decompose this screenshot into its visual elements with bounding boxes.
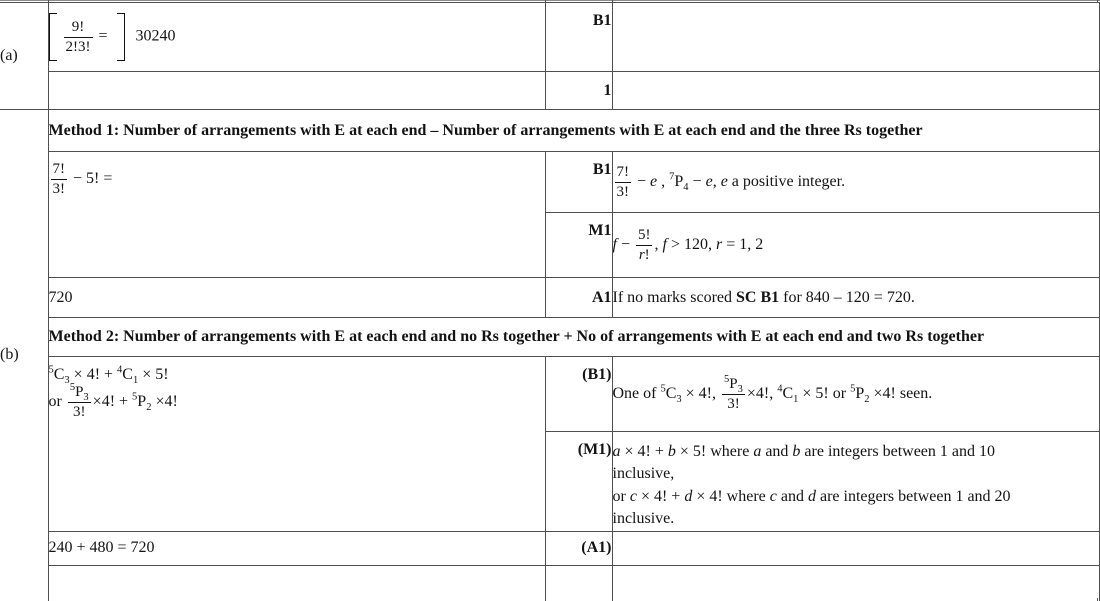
note-b-total-empty	[612, 565, 1099, 601]
italic-variable: c	[769, 487, 777, 505]
superscript: 5	[660, 383, 666, 395]
italic-variable: r	[638, 246, 645, 263]
superscript: 4	[777, 383, 783, 395]
row-b-method2-header	[0, 318, 1099, 357]
row-b-method1-header	[0, 110, 1099, 152]
italic-variable: d	[684, 487, 693, 505]
mark-b-m2-a1: (A1)	[545, 531, 612, 565]
fraction	[68, 384, 91, 421]
italic-variable: a	[753, 443, 762, 460]
numerator: 9!	[64, 19, 93, 38]
mark-b-m1-m1: M1	[545, 213, 612, 278]
method1-header: Method 1: Number of arrangements with E at each end – Number of arrangements with E at each end and the three Rs together	[48, 110, 1099, 152]
subscript: 3	[737, 383, 743, 395]
answer-a-working: $\frac{9!}{2!3!}$ = 30240	[48, 3, 545, 72]
numerator: 7!	[51, 161, 68, 180]
fraction	[51, 161, 68, 198]
italic-variable: e	[650, 172, 658, 190]
denominator: 3!	[727, 395, 740, 412]
answer-b-m2-working: $^5C_3 \times 4$! + $^4C_1 \times 5$! or $\frac{^5P_3}{3!}$ ×4! + $^5P_2 \times 4$!	[48, 357, 545, 532]
mark-b-m2-b1: (B1)	[545, 357, 612, 432]
subscript: 2	[864, 393, 870, 405]
right-square-bracket	[117, 13, 125, 61]
italic-variable: d	[807, 487, 816, 505]
row-b-m1-a1	[0, 278, 1099, 318]
fraction	[636, 227, 653, 264]
bold-text: SC B1	[736, 288, 780, 306]
italic-variable: a	[612, 443, 621, 460]
note-b-m2-b1: One of $^5C_3 \times 4$!, $\frac{^5P_3}{3!}$ ×4!, $^4C_1 \times 5$! or $^5P_2 \times 4$! seen.	[612, 357, 1099, 432]
row-a-total	[0, 72, 1099, 110]
denominator: 3!	[616, 183, 629, 200]
italic-variable: r	[715, 235, 723, 253]
answer-b-m1-result: 720	[48, 278, 545, 318]
mark-b-m1-a1: A1	[545, 278, 612, 318]
fraction	[64, 19, 93, 56]
italic-variable: b	[667, 443, 676, 460]
superscript: 5	[48, 364, 54, 376]
superscript: 5	[132, 391, 138, 403]
note-b-m2-a1-empty	[612, 531, 1099, 565]
fraction	[722, 373, 745, 413]
row-b-total	[0, 565, 1099, 601]
subscript: 3	[83, 392, 89, 403]
denominator: 3!	[52, 180, 65, 197]
part-label-b: (b)	[0, 110, 48, 601]
part-label-a: (a)	[0, 3, 48, 110]
note-b-m1-b1: $\frac{7!}{3!}$ − e , $^7P_4 - e$, e a positive integer.	[612, 152, 1099, 213]
subscript: 1	[793, 393, 799, 405]
denominator: 3!	[73, 403, 86, 420]
note-b-m1-a1: If no marks scored SC B1 for 840 – 120 = 720.	[612, 278, 1099, 318]
note-b-m2-m1: a × 4! + b × 5! where a and b are integers between 1 and 10 inclusive, or c × 4! + d × 4! where c and d are integers between 1 and 20 inclusive.	[612, 432, 1099, 532]
numerator: $^5P_3$	[69, 382, 89, 403]
italic-variable: e	[705, 172, 713, 190]
subscript: 4	[683, 181, 689, 193]
italic-variable: e	[720, 172, 728, 190]
subscript: 3	[64, 375, 70, 387]
answer-b-m1-working: $\frac{7!}{3!}$ − 5! =	[48, 152, 545, 278]
denominator: r!	[638, 246, 650, 263]
superscript: 5	[724, 373, 730, 385]
row-a-answer	[0, 3, 1099, 72]
mark-scheme-table	[0, 2, 1100, 601]
note-b-m1-m1: f − $\frac{5!}{r!}$ , f > 120, r = 1, 2	[612, 213, 1099, 278]
row-b-m1-b1	[0, 152, 1099, 213]
mark-b-m1-b1: B1	[545, 152, 612, 213]
numerator: 5!	[636, 227, 653, 246]
italic-variable: c	[629, 487, 637, 505]
note-a-empty	[612, 3, 1099, 72]
superscript: 5	[850, 383, 856, 395]
mark-b-m2-m1: (M1)	[545, 432, 612, 532]
italic-variable: b	[792, 443, 801, 460]
cropped-row-edge-line	[0, 0, 1100, 1]
italic-variable: f	[662, 235, 667, 253]
left-square-bracket	[49, 13, 57, 61]
mark-a-b1: B1	[545, 3, 612, 72]
answer-b-total-empty	[48, 565, 545, 601]
numerator: $^5P_3$	[724, 373, 743, 395]
italic-variable: f	[612, 235, 617, 253]
answer-b-m2-result: 240 + 480 = 720	[48, 531, 545, 565]
row-b-m2-a1	[0, 531, 1099, 565]
fraction	[615, 164, 632, 201]
numerator: 7!	[615, 164, 632, 183]
subscript: 2	[146, 402, 152, 414]
denominator: 2!3!	[65, 38, 91, 55]
superscript: 4	[117, 364, 123, 376]
subscript: 1	[132, 375, 139, 387]
row-b-m2-b1	[0, 357, 1099, 432]
subscript: 3	[676, 393, 682, 405]
method2-header: Method 2: Number of arrangements with E at each end and no Rs together + No of arrangements with E at each end and two Rs together	[48, 318, 1099, 357]
answer-a-empty	[48, 72, 545, 110]
total-marks-b	[545, 565, 612, 601]
superscript: 7	[669, 171, 675, 183]
superscript: 5	[69, 382, 76, 393]
note-a-total-empty	[612, 72, 1099, 110]
total-marks-a: 1	[545, 72, 612, 110]
